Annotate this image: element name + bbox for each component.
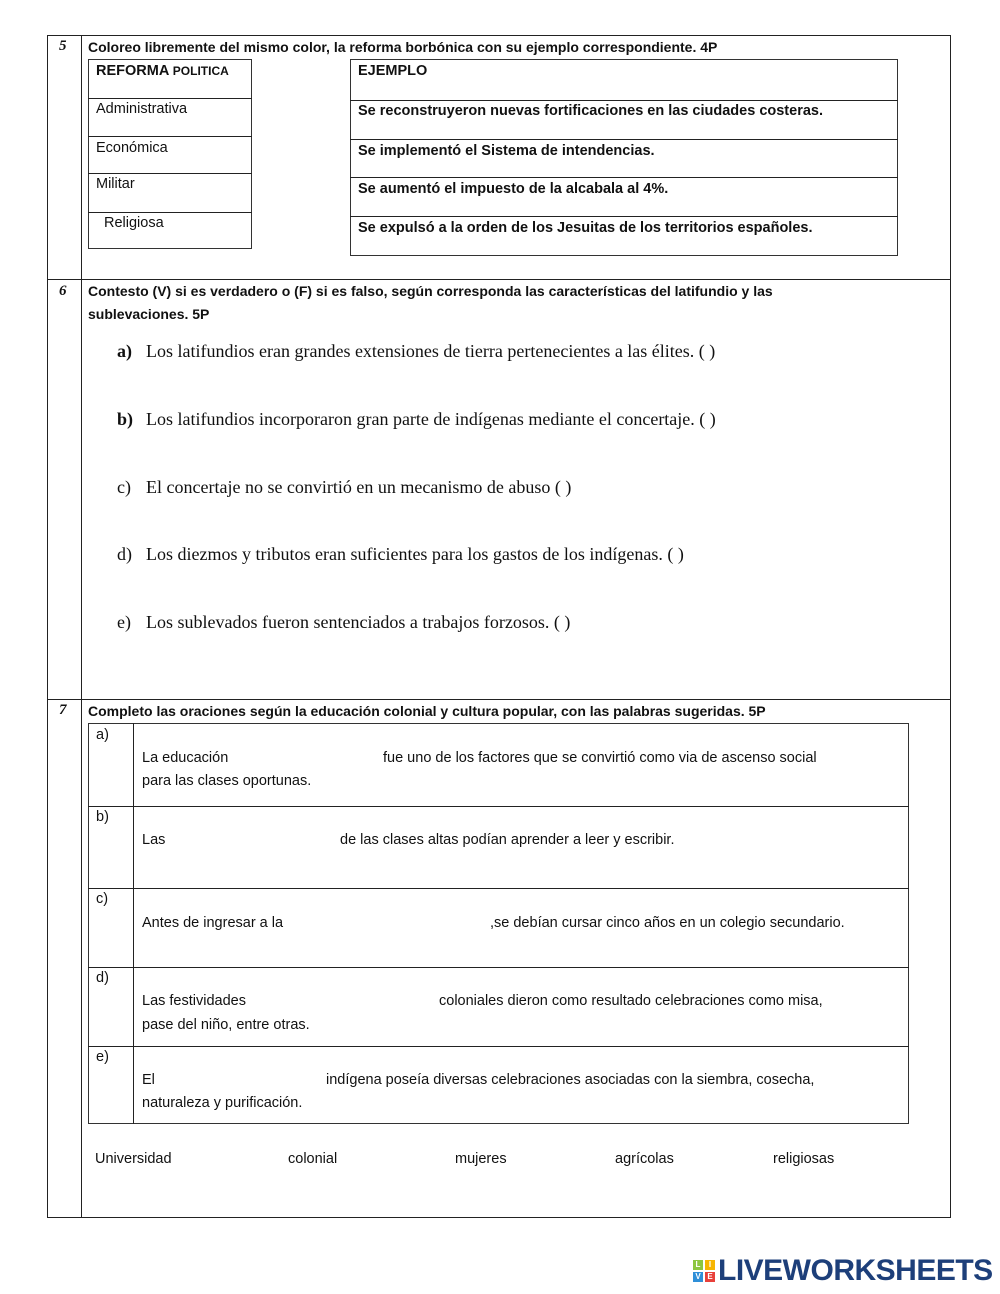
true-false-item[interactable]: El concertaje no se convirtió en un mecanismo de abuso ( ) — [146, 477, 572, 497]
true-false-item[interactable]: Los latifundios incorporaron gran parte de indígenas mediante el concertaje. ( ) — [146, 409, 716, 429]
table-rule — [350, 139, 898, 140]
table-rule — [350, 177, 898, 178]
logo-letter: E — [705, 1272, 715, 1282]
item-letter: c) — [117, 477, 131, 497]
word-bank-item[interactable]: agrícolas — [615, 1151, 674, 1167]
item-letter: e) — [117, 612, 131, 632]
question-number: 6 — [59, 283, 67, 299]
table-rule — [88, 173, 252, 174]
example-item[interactable]: Se reconstruyeron nuevas fortificaciones en las ciudades costeras. — [358, 103, 823, 119]
example-header: EJEMPLO — [358, 63, 428, 79]
logo-letter: I — [705, 1260, 715, 1270]
question-prompt: Completo las oraciones según la educación colonial y cultura popular, con las palabras sugeridas. 5P — [88, 703, 766, 719]
logo-letter: L — [693, 1260, 703, 1270]
table-rule — [88, 212, 252, 213]
logo-letter: V — [693, 1272, 703, 1282]
sentence-line2: naturaleza y purificación. — [142, 1095, 303, 1111]
example-item[interactable]: Se implementó el Sistema de intendencias. — [358, 143, 655, 159]
item-letter: d) — [117, 544, 132, 564]
table-rule — [88, 967, 909, 968]
sentence-after: fue uno de los factores que se convirtió como via de ascenso social — [383, 750, 817, 766]
word-bank-item[interactable]: colonial — [288, 1151, 338, 1167]
row-letter: b) — [96, 809, 109, 825]
sentence-after: de las clases altas podían aprender a leer y escribir. — [340, 832, 675, 848]
question-number: 7 — [59, 702, 67, 718]
item-letter: b) — [117, 409, 134, 429]
item-letter: a) — [117, 341, 132, 361]
sentence-before: Las — [142, 832, 166, 848]
question-prompt: sublevaciones. 5P — [88, 306, 210, 322]
table-rule — [88, 98, 252, 99]
sentence-before: Las festividades — [142, 993, 246, 1009]
table-rule — [88, 888, 909, 889]
example-item[interactable]: Se expulsó a la orden de los Jesuitas de los territorios españoles. — [358, 220, 813, 236]
reform-item[interactable]: Económica — [96, 140, 168, 156]
table-rule — [88, 136, 252, 137]
question-number: 5 — [59, 38, 67, 54]
table-rule — [88, 1046, 909, 1047]
true-false-item[interactable]: Los latifundios eran grandes extensiones de tierra pertenecientes a las élites. ( ) — [146, 341, 716, 361]
table-rule — [133, 723, 134, 1124]
row-letter: d) — [96, 970, 109, 986]
reform-header — [96, 63, 229, 79]
reform-item[interactable]: Administrativa — [96, 101, 188, 117]
table-rule — [350, 100, 898, 101]
number-column-divider — [81, 35, 82, 1218]
row-divider — [47, 699, 951, 700]
table-rule — [88, 806, 909, 807]
true-false-item[interactable]: Los diezmos y tributos eran suficientes para los gastos de los indígenas. ( ) — [146, 544, 684, 564]
question-prompt: Contesto (V) si es verdadero o (F) si es falso, según corresponda las características del latifundio y las — [88, 283, 773, 299]
true-false-item[interactable]: Los sublevados fueron sentenciados a trabajos forzosos. ( ) — [146, 612, 571, 632]
sentence-after: coloniales dieron como resultado celebraciones como misa, — [439, 993, 823, 1009]
header-text: REFORMA — [96, 63, 169, 79]
sentence-before: Antes de ingresar a la — [142, 915, 284, 931]
logo-text: LIVEWORKSHEETS — [718, 1254, 993, 1287]
sentence-before: El — [142, 1072, 155, 1088]
word-bank-item[interactable]: mujeres — [455, 1151, 507, 1167]
word-bank-item[interactable]: Universidad — [95, 1151, 172, 1167]
table-rule — [350, 216, 898, 217]
sentence-line2: para las clases oportunas. — [142, 773, 312, 789]
example-item[interactable]: Se aumentó el impuesto de la alcabala al 4%. — [358, 181, 669, 197]
row-letter: e) — [96, 1049, 109, 1065]
sentence-before: La educación — [142, 750, 229, 766]
logo-icon — [692, 1259, 716, 1283]
question-prompt: Coloreo libremente del mismo color, la reforma borbónica con su ejemplo correspondiente. 4P — [88, 39, 718, 55]
row-divider — [47, 279, 951, 280]
reform-item[interactable]: Religiosa — [104, 215, 164, 231]
sentence-after: ,se debían cursar cinco años en un colegio secundario. — [490, 915, 845, 931]
reform-item[interactable]: Militar — [96, 176, 135, 192]
sentence-after: indígena poseía diversas celebraciones asociadas con la siembra, cosecha, — [326, 1072, 815, 1088]
row-letter: a) — [96, 727, 109, 743]
sentence-line2: pase del niño, entre otras. — [142, 1017, 310, 1033]
row-letter: c) — [96, 891, 109, 907]
word-bank-item[interactable]: religiosas — [773, 1151, 835, 1167]
header-text: POLITICA — [172, 64, 229, 78]
liveworksheets-logo — [692, 1254, 993, 1288]
